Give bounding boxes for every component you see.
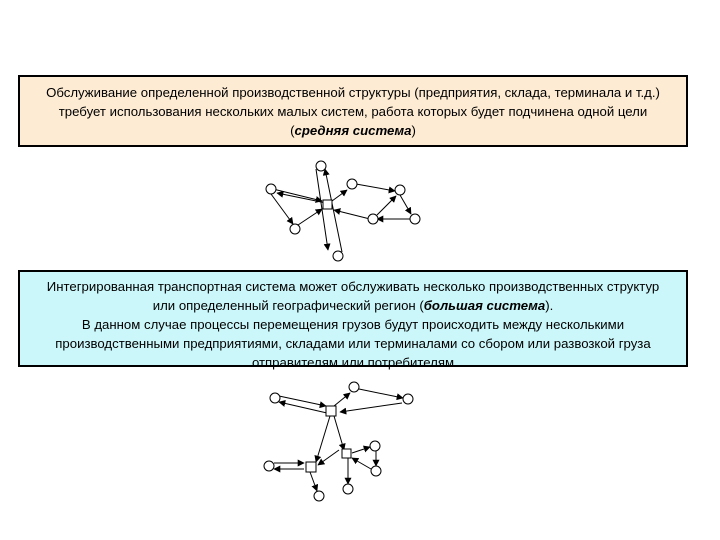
diagram1-nodes (266, 161, 420, 261)
node (368, 214, 378, 224)
node (403, 394, 413, 404)
box1-paren-open: ( (290, 123, 295, 138)
hub-node (342, 449, 351, 458)
node (333, 251, 343, 261)
medium-system-term: средняя система (294, 123, 412, 138)
box2-line-1: Интегрированная транспортная система может обслуживать несколько производственных структур (46, 279, 660, 294)
large-system-diagram (264, 382, 413, 501)
diagram2-edges (274, 389, 403, 491)
medium-system-diagram (266, 161, 420, 261)
diagram2-nodes (264, 382, 413, 501)
node (370, 441, 380, 451)
node (316, 161, 326, 171)
box2-line-5: отправителям или потребителям (251, 355, 455, 370)
node (264, 461, 274, 471)
node (395, 185, 405, 195)
box2-line-2-post: ). (545, 298, 554, 313)
node (371, 466, 381, 476)
node (314, 491, 324, 501)
box1-line-1: Обслуживание определенной производственной структуры (предприятия, склада, терминала и т.д.) (46, 85, 660, 100)
node (410, 214, 420, 224)
box1-line-2: требует использования нескольких малых систем, работа которых будет подчинена одной цели (58, 104, 648, 119)
node (290, 224, 300, 234)
box1-paren-close: ) (411, 123, 416, 138)
node (347, 179, 357, 189)
box2-line-4: производственными предприятиями, складами или терминалами со сбором или развозкой груза (55, 336, 651, 351)
node (266, 184, 276, 194)
node (270, 393, 280, 403)
hub-node (306, 462, 316, 472)
large-system-term: большая система (423, 298, 546, 313)
box2-line-2-pre: или определенный географический регион ( (152, 298, 424, 313)
hub-node (326, 406, 336, 416)
hub-node (323, 200, 332, 209)
box2-line-3: В данном случае процессы перемещения грузов будут происходить между несколькими (81, 317, 625, 332)
node (349, 382, 359, 392)
diagram1-edges (271, 169, 411, 252)
node (343, 484, 353, 494)
